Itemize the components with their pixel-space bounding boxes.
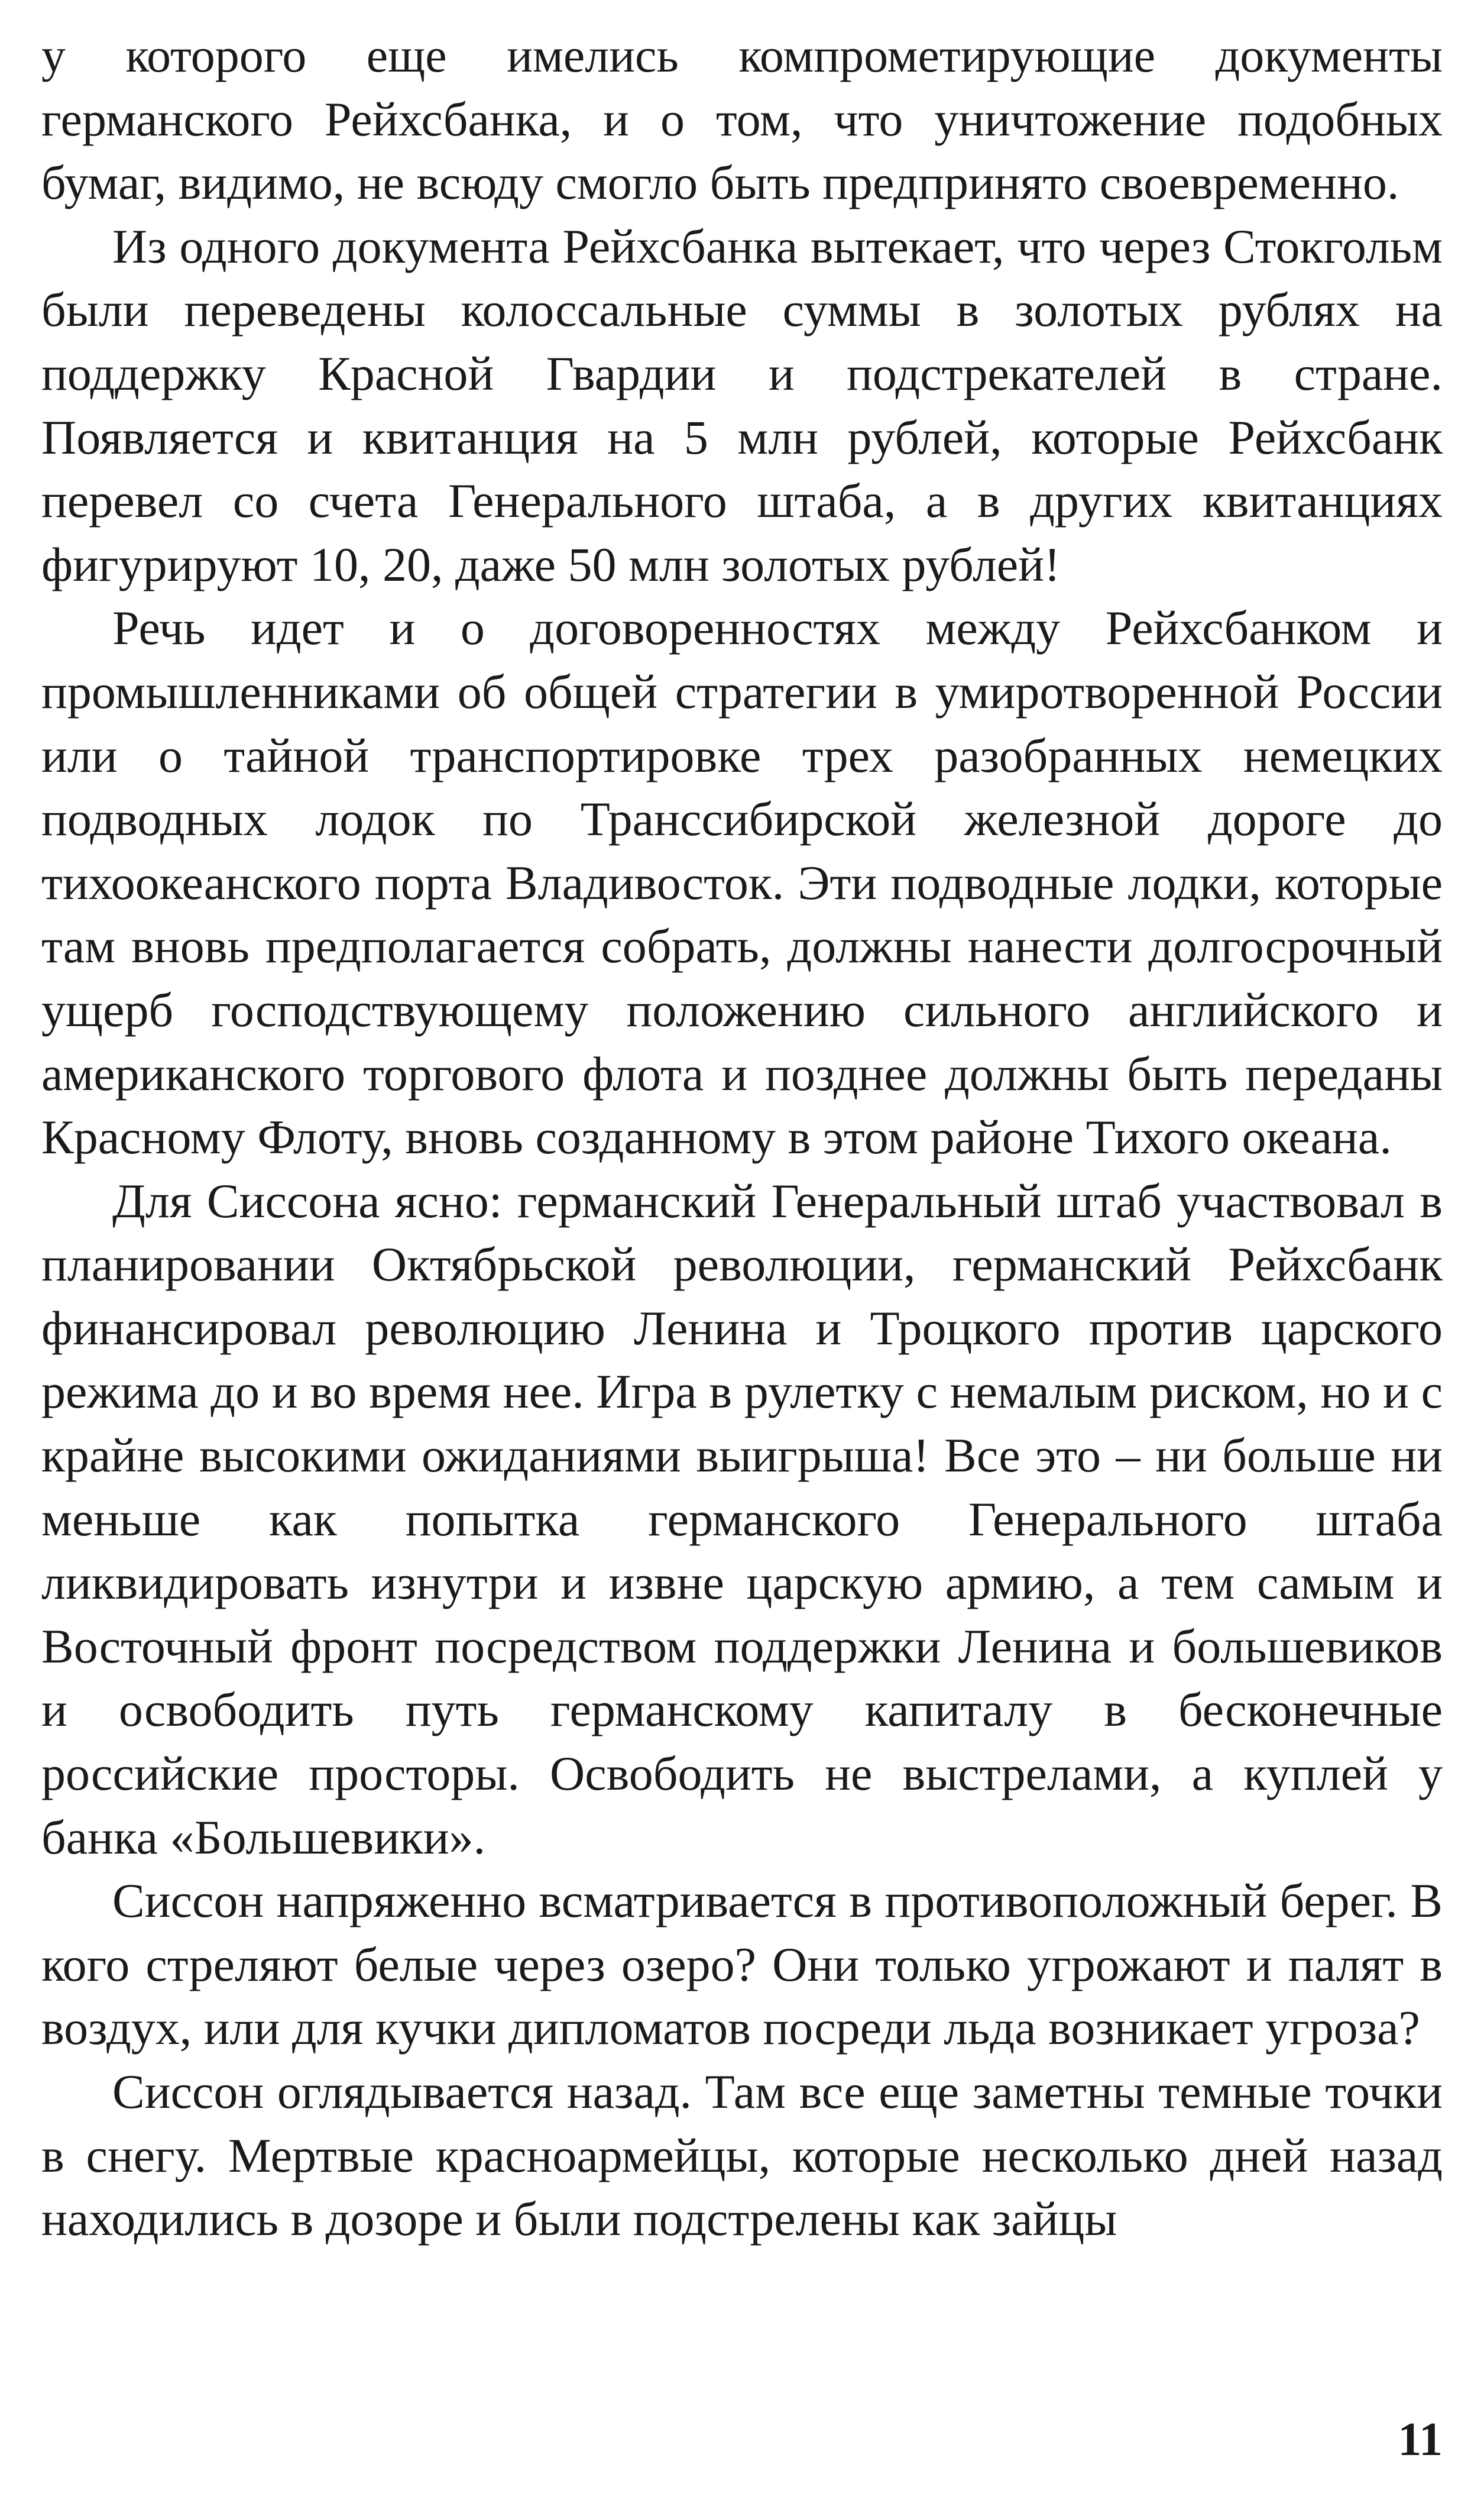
paragraph: Для Сиссона ясно: германский Генеральный штаб участвовал в планировании Октябрьской революции, германский Рейхсбанк финансировал революцию Ленина и Троцкого против царского режима до и во время нее. Игра в рулетку с немалым риском, но и с крайне высокими ожиданиями выигрыша! Все это – ни больше ни меньше как попытка германского Генерального штаба ликвидировать изнутри и извне царскую армию, а тем самым и Восточный фронт посредством поддержки Ленина и большевиков и освободить путь германскому капиталу в бесконечные российские просторы. Освободить не выстрелами, а куплей у банка «Большевики». <box>41 1173 1443 1864</box>
paragraph: Речь идет и о договоренностях между Рейхсбанком и промышленниками об общей стратегии в умиротворенной России или о тайной транспортировке трех разобранных немецких подводных лодок по Транссибирской железной дороге до тихоокеанского порта Владивосток. Эти подводные лодки, которые там вновь предполагается собрать, должны нанести долгосрочный ущерб господствующему положению сильного английского и американского торгового флота и позднее должны быть переданы Красному Флоту, вновь созданному в этом районе Тихого океана. <box>41 601 1443 1165</box>
body-text <box>41 24 1443 2251</box>
page-number: 11 <box>1398 2414 1443 2466</box>
paragraph: Из одного документа Рейхсбанка вытекает, что через Стокгольм были переведены колоссальные суммы в золотых рублях на поддержку Красной Гвардии и подстрекателей в стране. Появляется и квитанция на 5 млн рублей, которые Рейхсбанк перевел со счета Генерального штаба, а в других квитанциях фигурируют 10, 20, даже 50 млн золотых рублей! <box>41 219 1443 591</box>
paragraph: Сиссон напряженно всматривается в противоположный берег. В кого стреляют белые через озеро? Они только угрожают и палят в воздух, или для кучки дипломатов посреди льда возникает угроза? <box>41 1874 1443 2055</box>
paragraph: Сиссон оглядывается назад. Там все еще заметны темные точки в снегу. Мертвые красноармейцы, которые несколько дней назад находились в дозоре и были подстрелены как зайцы <box>41 2065 1443 2246</box>
paragraph-continued: у которого еще имелись компрометирующие документы германского Рейхсбанка, и о том, что уничтожение подобных бумаг, видимо, не всюду смогло быть предпринято своевременно. <box>41 28 1443 210</box>
book-page <box>41 24 1443 2472</box>
